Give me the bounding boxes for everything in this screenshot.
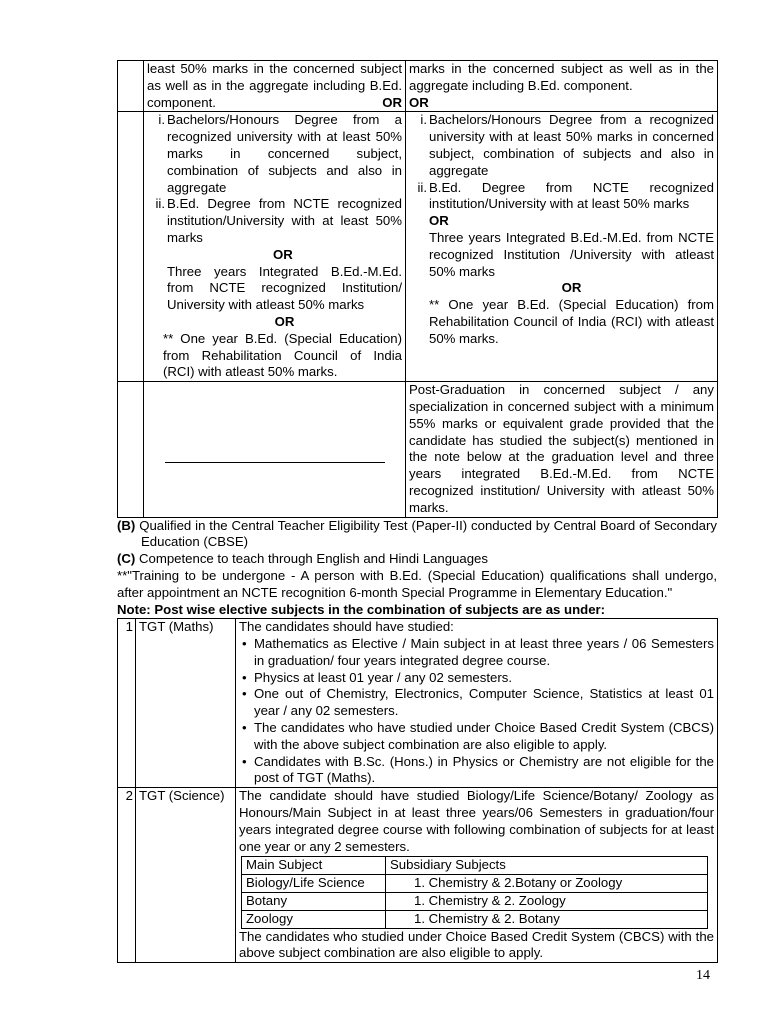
table-row: Zoology 1. Chemistry & 2. Botany [242, 910, 708, 928]
qualification-table [117, 60, 718, 518]
post-name: TGT (Science) [136, 788, 236, 963]
table-row [118, 382, 718, 517]
table-row: 2 TGT (Science) The candidate should have studied Biology/Life Science/Botany/ Zoology as Honours/Main Subject in at least three years/06 Semesters in graduation/four years integrated degree course with following combination of subjects for at least one year or any 2 semesters. Main Subject Subsidiary Subjects Biology/Life Science 1. Chemistry & 2.Botany or Zoology Botany 1. Chemistry & 2. Zoology Zoology 1. Chemistry & 2. Botany The candidates who studied under Choice Based Credit System (CBCS) with the above subject combination are also eligible to apply. [118, 788, 718, 963]
blank-line [165, 462, 385, 463]
list-item: • One out of Chemistry, Electronics, Computer Science, Statistics at least 01 year / any 02 semesters. [254, 686, 714, 720]
row1-right-cell: marks in the concerned subject as well as in the aggregate including B.Ed. component. OR [406, 61, 718, 112]
section-c: (C) Competence to teach through English and Hindi Languages [117, 551, 488, 567]
row2-right-cell [406, 112, 718, 382]
table-row: Botany 1. Chemistry & 2. Zoology [242, 893, 708, 911]
row2-left-cell: i. Bachelors/Honours Degree from a recognized university with at least 50% marks in concerned subject, combination of subjects and also in aggregate ii. B.Ed. Degree from NCTE recognized institution/University with at least 50% marks OR Three years Integrated B.Ed.-M.Ed. from NCTE recognized Institution/ University with atleast 50% marks OR ** One year B.Ed. (Special Education) from Rehabilitation Council of India (RCI) with atleast 50% marks. [144, 112, 406, 382]
posts-table [117, 618, 718, 963]
post-requirements: The candidates should have studied: • Mathematics as Elective / Main subject in at least three years / 06 Semesters in graduation/ four years integrated degree course. • Physics at least 01 year / any 02 semesters. • One out of Chemistry, Electronics, Computer Science, Statistics at least 01 year / any 02 semesters. • The candidates who have studied under Choice Based Credit System (CBCS) with the above subject combination are also eligible to apply. • Candidates with B.Sc. (Hons.) in Physics or Chemistry are not eligible for the post of TGT (Maths). [236, 619, 718, 788]
qualification-list [147, 112, 402, 330]
table-row: 1 TGT (Maths) The candidates should have studied: • Mathematics as Elective / Main subject in at least three years / 06 Semesters in graduation/ four years integrated degree course. • Physics at least 01 year / any 02 semesters. • One out of Chemistry, Electronics, Computer Science, Statistics at least 01 year / any 02 semesters. • The candidates who have studied under Choice Based Credit System (CBCS) with the above subject combination are also eligible to apply. • Candidates with B.Sc. (Hons.) in Physics or Chemistry are not eligible for the post of TGT (Maths). [118, 619, 718, 788]
post-name: TGT (Maths) [136, 619, 236, 788]
table-row [118, 61, 718, 112]
list-item: • Physics at least 01 year / any 02 semesters. [254, 670, 714, 687]
document-page [117, 60, 717, 963]
qualification-list [409, 112, 714, 347]
section-b: (B) Qualified in the Central Teacher Eligibility Test (Paper-II) conducted by Central Board of Secondary Education (CBSE) [117, 517, 717, 550]
row1-left-cell: least 50% marks in the concerned subject as well as in the aggregate including B.Ed. component. OR [144, 61, 406, 112]
list-item: • The candidates who have studied under Choice Based Credit System (CBCS) with the above subject combination are also eligible to apply. [254, 720, 714, 754]
table-header-row: Main Subject Subsidiary Subjects [242, 857, 708, 875]
table-row: Biology/Life Science 1. Chemistry & 2.Botany or Zoology [242, 875, 708, 893]
row3-right-cell: Post-Graduation in concerned subject / any specialization in concerned subject with a minimum 55% marks or equivalent grade provided that the candidate has studied the subject(s) mentioned in the note below at the graduation level and three years integrated B.Ed.-M.Ed. from NCTE recognized institution/ University with atleast 50% marks. [406, 382, 718, 517]
list-item: ii. B.Ed. Degree from NCTE recognized institution/University with at least 50% marks OR Three years Integrated B.Ed.-M.Ed. from NCTE recognized Institution/ University with atleast 50% marks OR [155, 196, 402, 329]
blank-cell [144, 382, 406, 517]
requirements-list [239, 636, 714, 787]
training-note: **"Training to be undergone - A person with B.Ed. (Special Education) qualifications shall undergo, after appointment an NCTE recognition 6-month Special Programme in Elementary Education." [117, 567, 717, 600]
list-item: ii. B.Ed. Degree from NCTE recognized institution/University with at least 50% marks OR Three years Integrated B.Ed.-M.Ed. from NCTE recognized Institution /University with atleast 50% marks OR ** One year B.Ed. (Special Education) from Rehabilitation Council of India (RCI) with atleast 50% marks. [417, 179, 714, 346]
page-number: 14 [696, 968, 710, 983]
table-row [118, 112, 718, 382]
list-item: • Candidates with B.Sc. (Hons.) in Physics or Chemistry are not eligible for the post of TGT (Maths). [254, 754, 714, 788]
list-item: • Mathematics as Elective / Main subject in at least three years / 06 Semesters in graduation/ four years integrated degree course. [254, 636, 714, 670]
subject-combination-table [241, 856, 708, 928]
post-requirements: The candidate should have studied Biology/Life Science/Botany/ Zoology as Honours/Main Subject in at least three years/06 Semesters in graduation/four years integrated degree course with following combination of subjects for at least one year or any 2 semesters. Main Subject Subsidiary Subjects Biology/Life Science 1. Chemistry & 2.Botany or Zoology Botany 1. Chemistry & 2. Zoology Zoology 1. Chemistry & 2. Botany The candidates who studied under Choice Based Credit System (CBCS) with the above subject combination are also eligible to apply. [236, 788, 718, 963]
list-item: i. Bachelors/Honours Degree from a recognized university with at least 50% marks in concerned subject, combination of subjects and also in aggregate [158, 112, 402, 195]
list-item: i. Bachelors/Honours Degree from a recognized university with at least 50% marks in concerned subject, combination of subjects and also in aggregate [420, 112, 714, 178]
note-heading: Note: Post wise elective subjects in the combination of subjects are as under: [117, 601, 606, 617]
